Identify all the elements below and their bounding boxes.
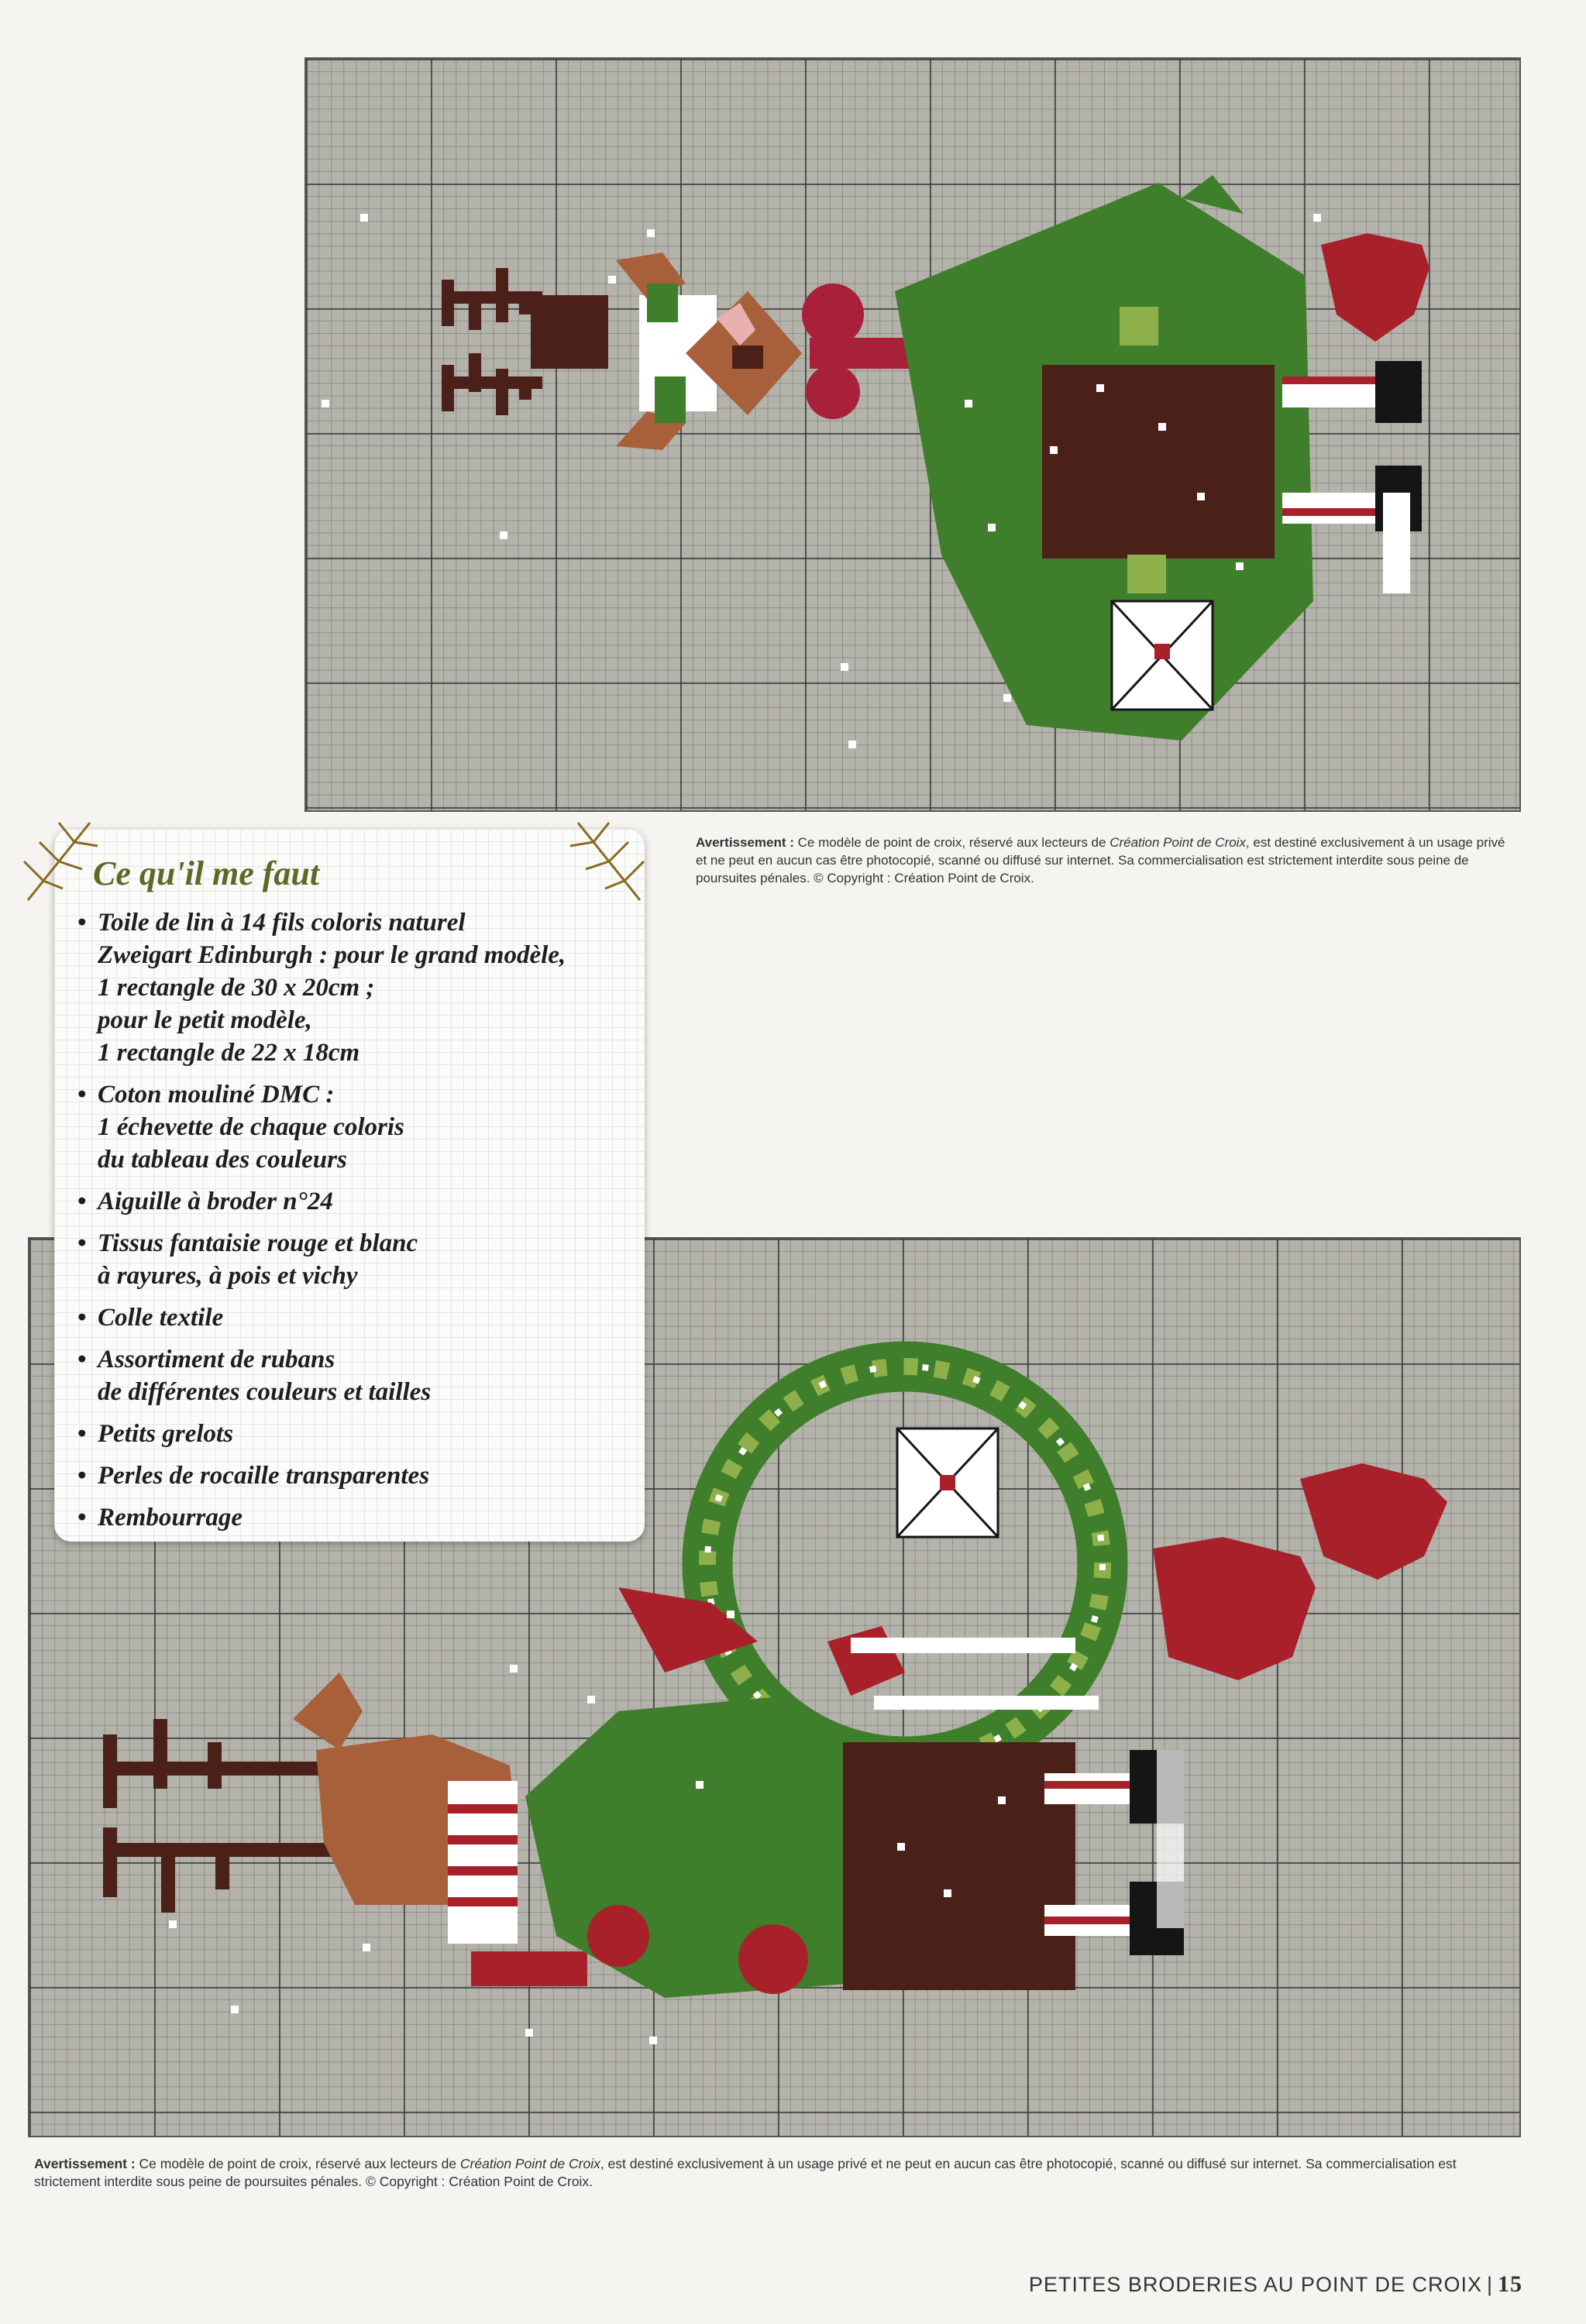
list-item — [77, 1185, 635, 1218]
pine-branch-icon — [562, 815, 648, 908]
cross-stitch-chart-small — [304, 57, 1521, 812]
list-item-line: 1 rectangle de 30 x 20cm ; — [98, 974, 375, 1002]
small-pattern-artwork — [306, 59, 1521, 812]
list-item-line: du tableau des couleurs — [98, 1146, 347, 1174]
list-item-line: 1 rectangle de 22 x 18cm — [98, 1039, 360, 1067]
list-item-line: • Assortiment de rubans — [98, 1346, 335, 1373]
copyright-warning-bottom — [34, 2155, 1522, 2191]
list-item-line: • Toile de lin à 14 fils coloris naturel — [98, 909, 466, 937]
list-item-line: de différentes couleurs et tailles — [98, 1378, 432, 1406]
warning-text: Ce modèle de point de croix, réservé aux lecteurs de — [793, 835, 1110, 850]
list-item-line: • Colle textile — [98, 1304, 224, 1332]
magazine-title: PETITES BRODERIES AU POINT DE CROIX — [1028, 2273, 1482, 2296]
coat — [895, 175, 1313, 741]
reindeer-head — [616, 253, 802, 450]
heart — [1321, 233, 1429, 342]
copyright-warning-top — [696, 834, 1517, 887]
list-item-line: pour le petit modèle, — [98, 1006, 312, 1034]
warning-text: , est destiné exclusivement à un usage privé et ne peut en aucun cas être photocopié, scanné ou diffusé sur internet. Sa commercialisation est strictement interdite sous peine de poursuites pénales. © Copyright : Création Point de Croix. — [696, 835, 1505, 885]
publication-name: Création Point de Croix — [459, 2156, 600, 2171]
hearts — [1153, 1463, 1447, 1680]
warning-text: , est destiné exclusivement à un usage privé et ne peut en aucun cas être photocopié, scanné ou diffusé sur internet. Sa commercialisation est strictement interdite sous peine de poursuites pénales. © Copyright : Création Point de Croix. — [34, 2156, 1457, 2189]
list-item-line: • Aiguille à broder n°24 — [98, 1188, 333, 1215]
list-item-line: • Petits grelots — [98, 1420, 234, 1448]
footer-separator: | — [1486, 2273, 1493, 2296]
materials-list — [77, 906, 635, 1543]
list-item-line: 1 échevette de chaque coloris — [98, 1113, 404, 1141]
list-item — [77, 1078, 635, 1176]
list-item — [77, 1459, 635, 1492]
warning-label: Avertissement : — [696, 835, 794, 850]
card-title: Ce qu'il me faut — [93, 854, 320, 892]
page-footer — [1029, 2271, 1522, 2298]
list-item-line: Zweigart Edinburgh : pour le grand modèle, — [98, 941, 566, 969]
list-item-line: à rayures, à pois et vichy — [98, 1262, 358, 1290]
list-item-line: • Perles de rocaille transparentes — [98, 1462, 430, 1490]
list-item — [77, 1301, 635, 1334]
warning-text: Ce modèle de point de croix, réservé aux lecteurs de — [135, 2156, 460, 2171]
list-item-line: • Rembourrage — [98, 1504, 243, 1532]
page-number: 15 — [1498, 2271, 1522, 2297]
antlers — [442, 268, 608, 415]
publication-name: Création Point de Croix — [1110, 835, 1246, 850]
list-item-line: • Tissus fantaisie rouge et blanc — [98, 1229, 418, 1257]
list-item — [77, 1343, 635, 1408]
list-item — [77, 1227, 635, 1292]
list-item — [77, 906, 635, 1069]
list-item — [77, 1501, 635, 1534]
list-item — [77, 1418, 635, 1450]
warning-label: Avertissement : — [34, 2156, 136, 2171]
list-item-line: • Coton mouliné DMC : — [98, 1081, 335, 1109]
